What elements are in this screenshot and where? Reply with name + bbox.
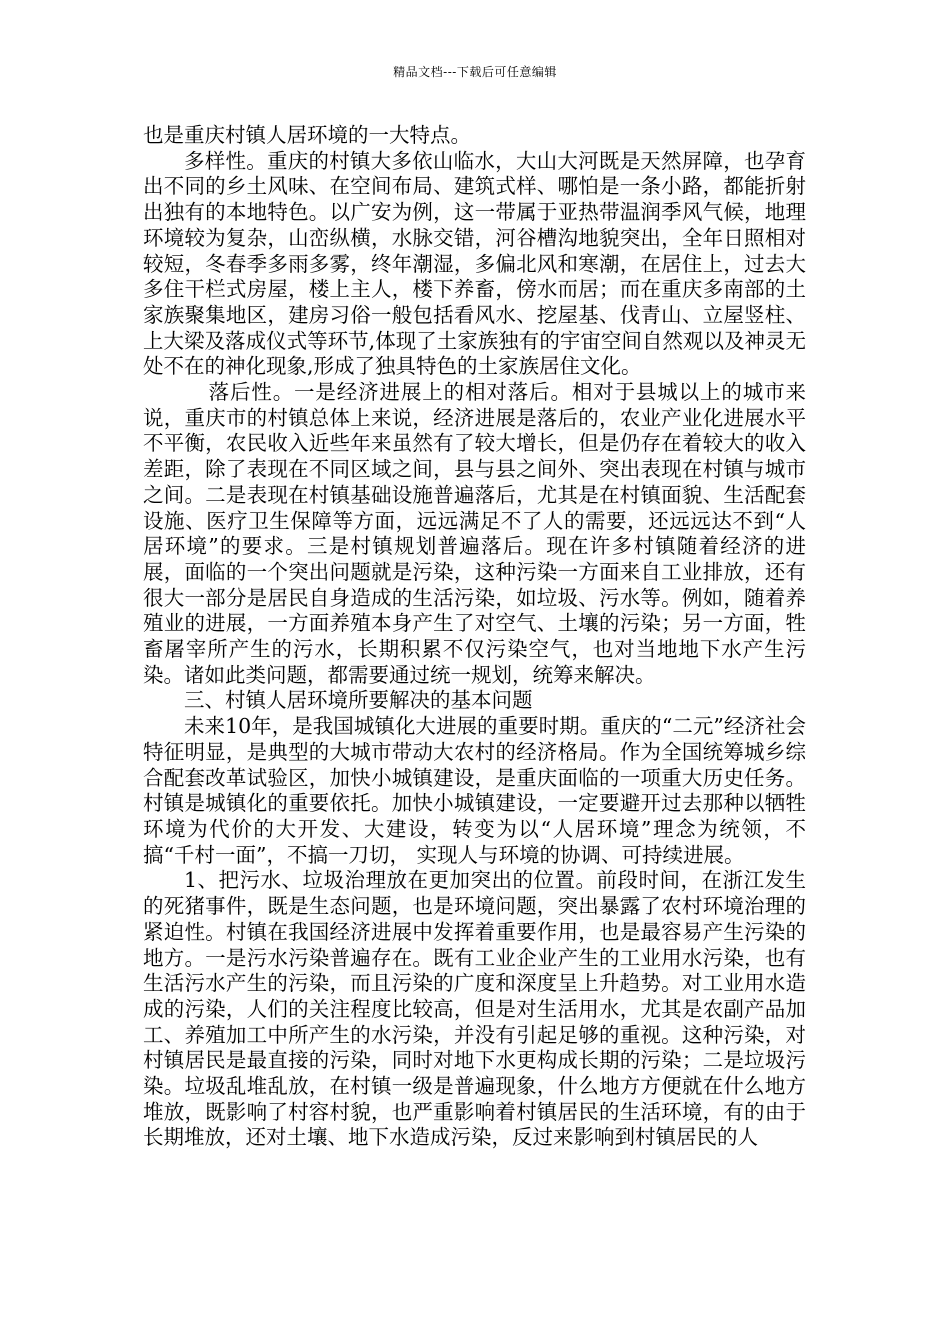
page-header: 精品文档---下载后可任意编辑 [393, 65, 557, 79]
paragraph-backwardness: 落后性。一是经济进展上的相对落后。相对于县城以上的城市来说，重庆市的村镇总体上来说，经济进展是落后的，农业产业化进展水平不平衡，农民收入近些年来虽然有了较大增长，但是仍存在着较大的收入差距，除了表现在不同区域之间，县与县之间外、突出表现在村镇与城市之间。二是表现在村镇基础设施普遍落后，尤其是在村镇面貌、生活配套设施、医疗卫生保障等方面，远远满足不了人的需要，还远远达不到“人居环境”的要求。三是村镇规划普遍落后。现在许多村镇随着经济的进展，面临的一个突出问题就是污染，这种污染一方面来自工业排放，还有很大一部分是居民自身造成的生活污染，如垃圾、污水等。例如，随着养殖业的进展，一方面养殖本身产生了对空气、土壤的污染；另一方面，牲畜屠宰所产生的污水，长期积累不仅污染空气，也对当地地下水产生污染。诸如此类问题，都需要通过统一规划，统筹来解决。 [143, 380, 806, 687]
paragraph-future: 未来10年，是我国城镇化大进展的重要时期。重庆的“二元”经济社会特征明显，是典型的大城市带动大农村的经济格局。作为全国统筹城乡综合配套改革试验区，加快小城镇建设，是重庆面临的一项重大历史任务。村镇是城镇化的重要依托。加快小城镇建设，一定要避开过去那种以牺牲环境为代价的大开发、大建设，转变为以“人居环境”理念为统领，不搞“千村一面”，不搞一刀切， 实现人与环境的协调、可持续进展。 [143, 714, 806, 867]
paragraph-sewage-garbage: 1、把污水、垃圾治理放在更加突出的位置。前段时间，在浙江发生的死猪事件，既是生态问题，也是环境问题，突出暴露了农村环境治理的紧迫性。村镇在我国经济进展中发挥着重要作用，也是最容易产生污染的地方。一是污水污染普遍存在。既有工业企业产生的工业用水污染，也有生活污水产生的污染，而且污染的广度和深度呈上升趋势。对工业用水造成的污染，人们的关注程度比较高，但是对生活用水，尤其是农副产品加工、养殖加工中所产生的水污染，并没有引起足够的重视。这种污染，对村镇居民是最直接的污染，同时对地下水更构成长期的污染；二是垃圾污染。垃圾乱堆乱放，在村镇一级是普遍现象，什么地方方便就在什么地方堆放，既影响了村容村貌，也严重影响着村镇居民的生活环境，有的由于长期堆放，还对土壤、地下水造成污染，反过来影响到村镇居民的人 [143, 868, 806, 1150]
section-heading: 三、村镇人居环境所要解决的基本问题 [184, 688, 533, 713]
paragraph-continuation: 也是重庆村镇人居环境的一大特点。 [143, 123, 471, 147]
document-body [143, 123, 806, 1151]
paragraph-diversity: 多样性。重庆的村镇大多依山临水，大山大河既是天然屏障，也孕育出不同的乡土风味、在空间布局、建筑式样、哪怕是一条小路，都能折射出独有的本地特色。以广安为例，这一带属于亚热带温润季风气候，地理环境较为复杂，山峦纵横，水脉交错，河谷槽沟地貌突出，全年日照相对较短，冬春季多雨多雾，终年潮湿，多偏北风和寒潮，在居住上，过去大多住干栏式房屋，楼上主人，楼下养畜，傍水而居；而在重庆多南部的土家族聚集地区，建房习俗一般包括看风水、挖屋基、伐青山、立屋竖柱、上大梁及落成仪式等环节,体现了土家族独有的宇宙空间自然观以及神灵无处不在的神化现象,形成了独具特色的土家族居住文化。 [143, 148, 806, 379]
